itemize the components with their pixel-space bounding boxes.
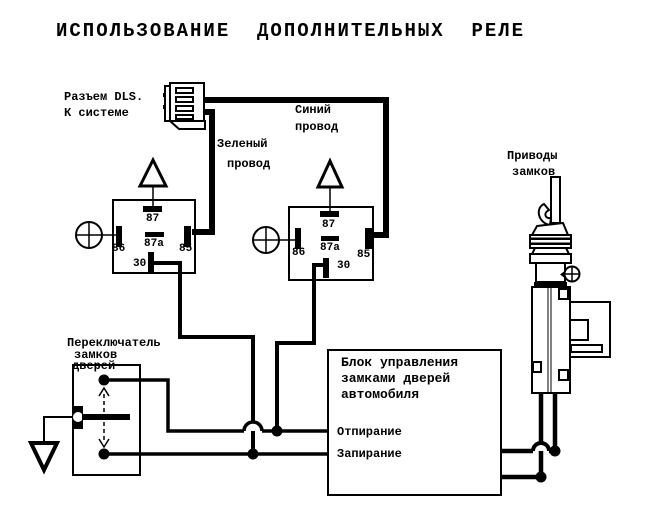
cap [532,223,568,235]
ribs [530,235,571,248]
blue-wire-label-line2: провод [295,120,339,134]
collar-base [530,254,571,263]
ground-wire [44,417,72,443]
dls-connector-icon [163,83,205,129]
relay-left-pin86-label: 86 [112,243,126,255]
door-switch-label-line3: дверей [72,359,116,373]
pin30-contact [148,252,154,272]
unlock-wire [104,380,244,431]
actuators-label-line2: замков [512,165,556,179]
relay-left-symbol [76,160,195,273]
knob-hook [539,204,551,225]
junction-dot [550,446,561,457]
relay-left-pin87-label: 87 [146,213,160,225]
relay-right-symbol [253,161,373,280]
connector-label-line2: К системе [64,106,129,120]
pin87a-contact [145,232,164,237]
green-wire-label-line2: провод [227,157,271,171]
control-unit-label-line3: автомобиля [341,387,420,402]
lock-contact-dot [99,449,110,460]
lock-actuator-icon [530,177,610,393]
unlock-output-label: Отпирание [337,425,402,439]
relay-left-pin85-label: 85 [179,243,193,255]
unlock-contact-dot [99,375,110,386]
unlock-output-hop [533,443,549,451]
bracket-slot [571,345,602,352]
pin85-contact [365,228,372,249]
relay-right-pin86-label: 86 [292,247,306,259]
relay-right-pin87-label: 87 [322,219,336,231]
relay-left-pin30-label: 30 [133,258,147,270]
up-triangle-icon [140,160,166,186]
relay-right-pin87a-label: 87a [320,242,340,254]
junction-dot [248,449,259,460]
upper-body [536,263,565,282]
blue-wire-label-line1: Синий [295,103,332,117]
door-switch-label-line2: замков [74,348,118,362]
relay-right-pin30-label: 30 [337,260,351,272]
plunger-rod [551,177,560,223]
unlock-wire-hop [244,422,262,431]
up-triangle-icon [318,161,342,187]
arrow-down-icon [99,439,109,447]
connector-label-line1: Разъем DLS. [64,90,144,104]
relay-right-pin85-label: 85 [357,249,371,261]
junction-dot [536,472,547,483]
control-unit-label-line2: замками дверей [341,371,451,386]
pin87-contact [143,206,162,212]
pin87a-contact [321,236,339,241]
pin87-contact [320,211,339,217]
relay-right-pin30-wire [277,265,323,431]
door-switch-label-line1: Переключатель [67,336,161,350]
ground-icon [31,443,57,470]
junction-dot [272,426,283,437]
actuators-label-line1: Приводы [507,149,558,163]
relay-left-pin87a-label: 87a [144,238,164,250]
page-title: ИСПОЛЬЗОВАНИЕ ДОПОЛНИТЕЛЬНЫХ РЕЛЕ [56,20,526,42]
control-unit-label-line1: Блок управления [341,355,459,370]
lock-output-label: Запирание [337,447,402,461]
green-wire-label-line1: Зеленый [217,137,268,151]
pin30-contact [323,258,329,278]
pin86-contact [295,228,301,249]
